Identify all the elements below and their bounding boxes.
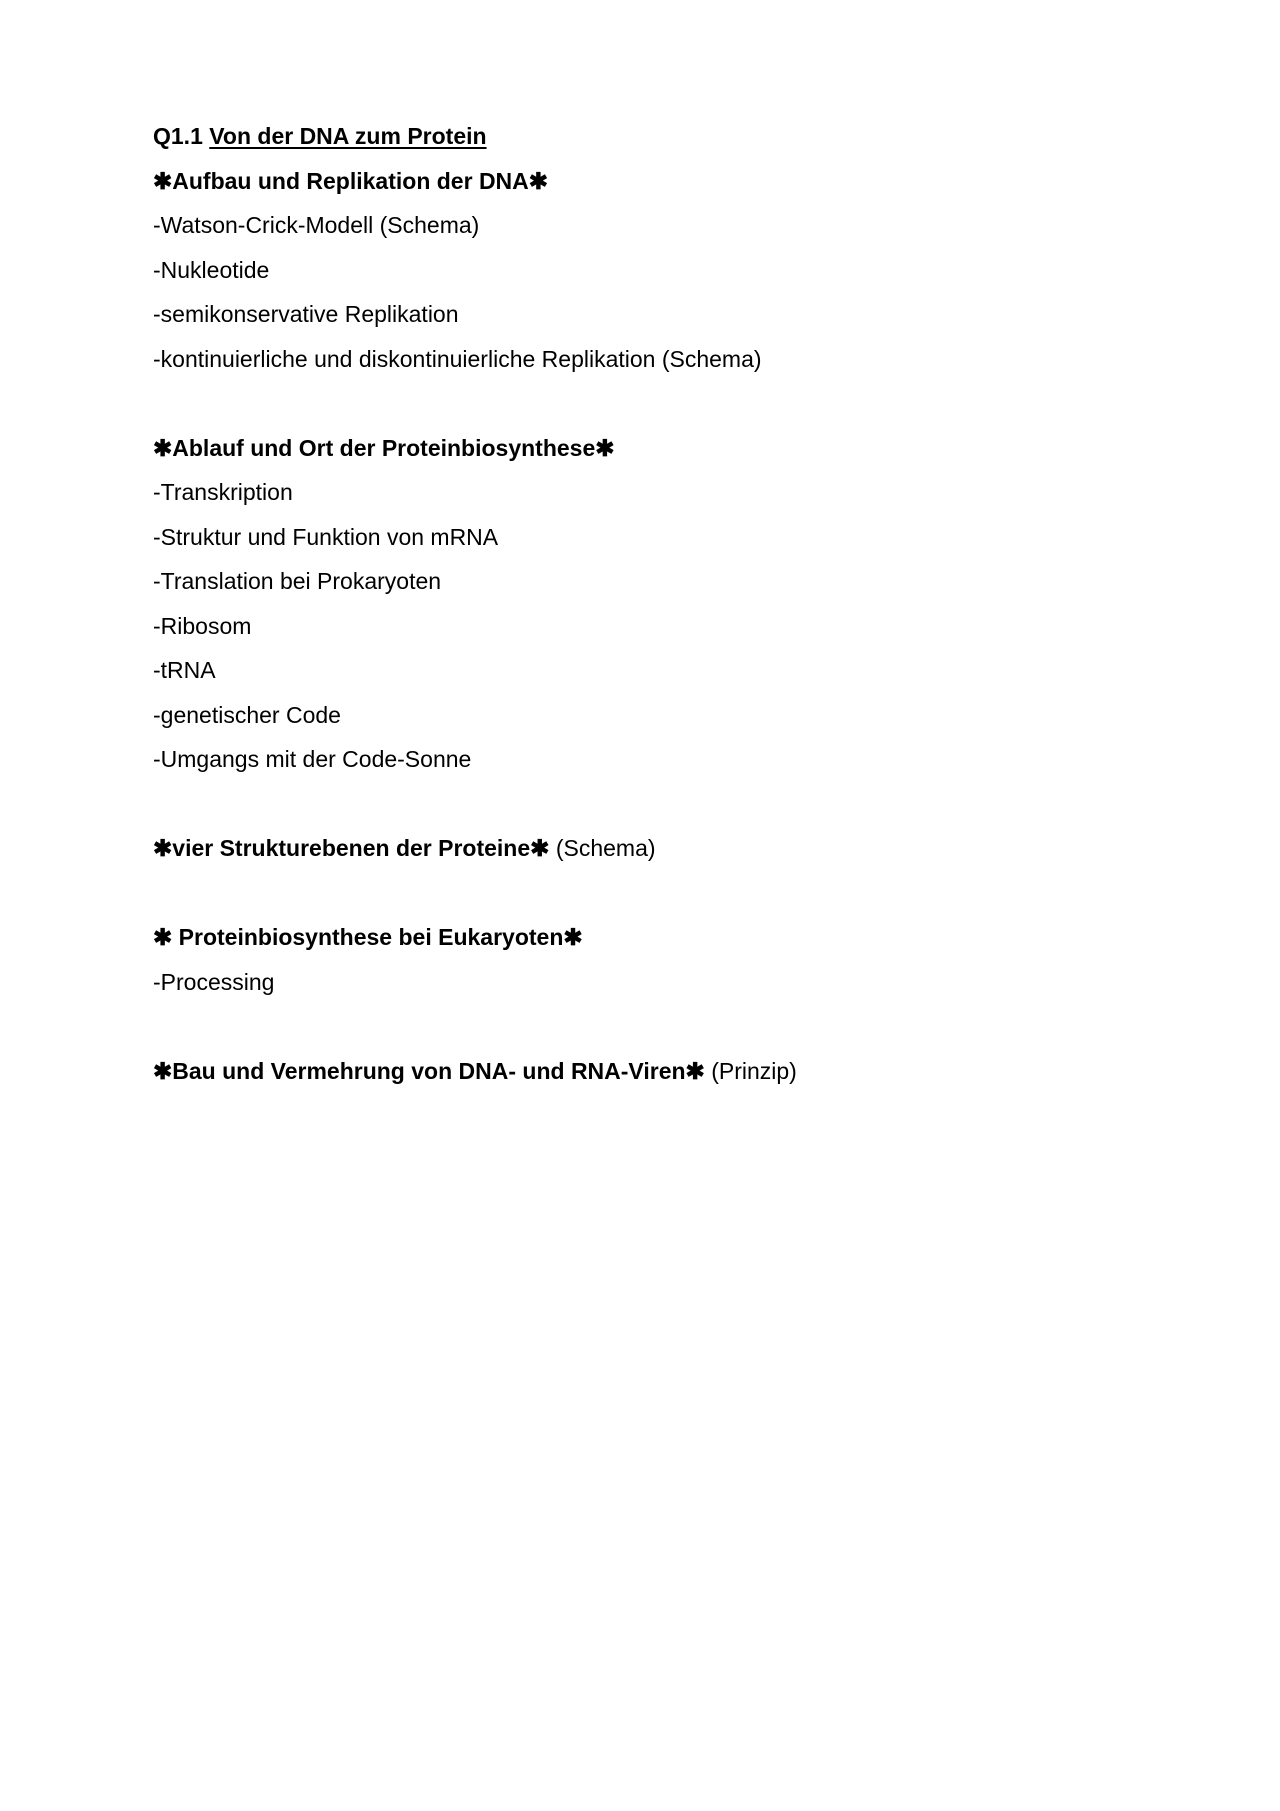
list-item: -Watson-Crick-Modell (Schema) xyxy=(153,212,480,238)
list-item: -Ribosom xyxy=(153,612,252,639)
section-heading: ✱Ablauf und Ort der Proteinbiosynthese✱ xyxy=(153,434,615,461)
list-item: -Translation bei Prokaryoten xyxy=(153,568,442,594)
list-item: -tRNA xyxy=(153,657,216,683)
section-line xyxy=(153,826,1153,871)
list-item: -genetischer Code xyxy=(153,701,341,728)
spacer xyxy=(153,381,1153,426)
list-item: -Transkription xyxy=(153,479,293,505)
list-item: -Processing xyxy=(153,968,275,995)
document-title xyxy=(153,114,1153,159)
spacer xyxy=(153,782,1153,827)
list-item: -Umgangs mit der Code-Sonne xyxy=(153,746,472,772)
list-item: -Struktur und Funktion von mRNA xyxy=(153,523,499,550)
section-heading: ✱Bau und Vermehrung von DNA- und RNA-Viren✱ xyxy=(153,1057,705,1084)
spacer xyxy=(153,871,1153,916)
section-heading: ✱ Proteinbiosynthese bei Eukaryoten✱ xyxy=(153,924,583,950)
title-text: Von der DNA zum Protein xyxy=(209,123,487,149)
section-line xyxy=(153,1049,1153,1094)
document-page xyxy=(153,114,1153,1093)
spacer xyxy=(153,1004,1153,1049)
section-heading: ✱vier Strukturebenen der Proteine✱ xyxy=(153,835,550,861)
list-item: -semikonservative Replikation xyxy=(153,301,459,327)
section-heading: ✱Aufbau und Replikation der DNA✱ xyxy=(153,167,549,194)
list-item: -kontinuierliche und diskontinuierliche Replikation (Schema) xyxy=(153,345,762,372)
list-item: -Nukleotide xyxy=(153,256,270,283)
section-note: (Schema) xyxy=(555,835,656,861)
section-note: (Prinzip) xyxy=(711,1057,797,1084)
title-code: Q1.1 xyxy=(153,123,203,149)
